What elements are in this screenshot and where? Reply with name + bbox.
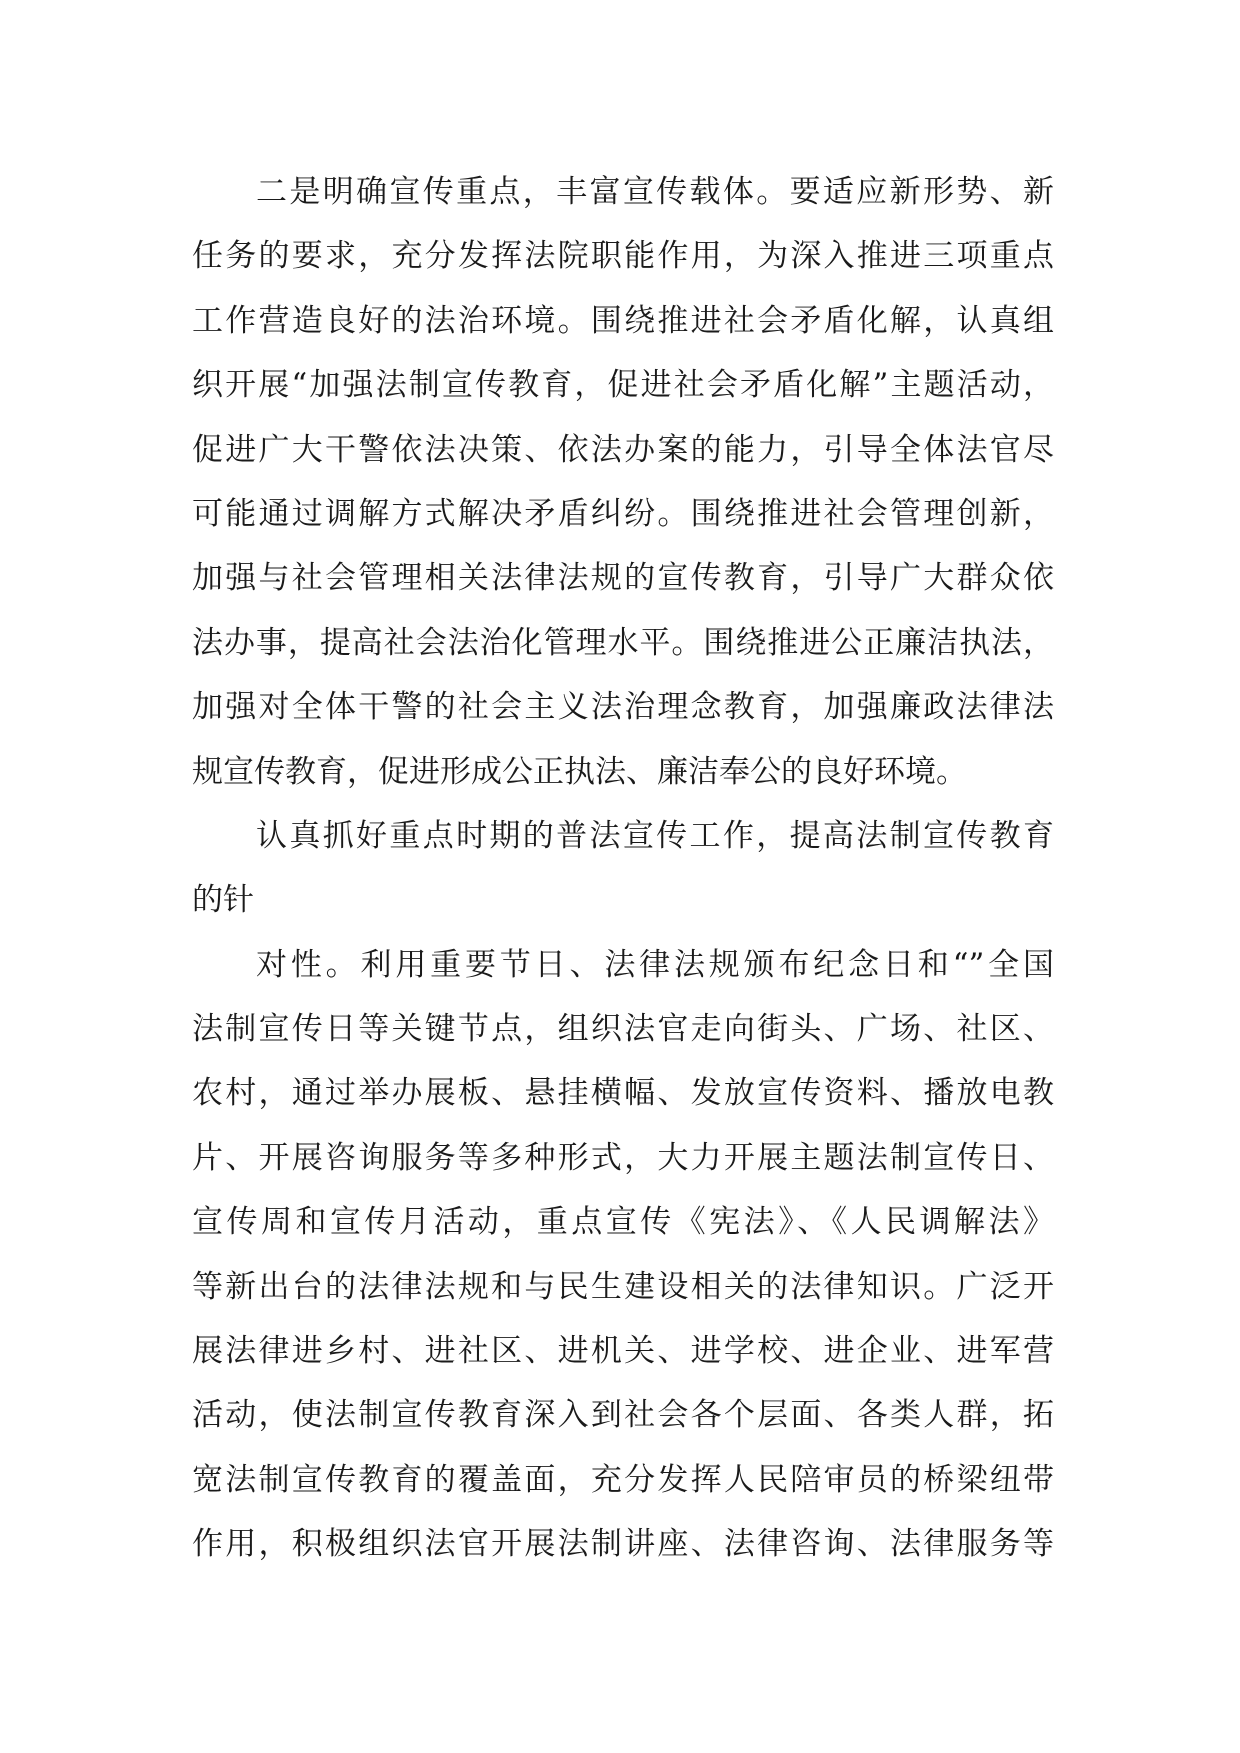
text-line: 等新出台的法律法规和与民生建设相关的法律知识。广泛开	[192, 1268, 1054, 1305]
text-line: 对性。利用重要节日、法律法规颁布纪念日和“”全国	[256, 946, 1054, 983]
text-line: 的针	[192, 882, 254, 919]
text-line: 规宣传教育，促进形成公正执法、廉洁奉公的良好环境。	[192, 753, 967, 790]
text-line: 认真抓好重点时期的普法宣传工作，提高法制宣传教育	[256, 817, 1054, 854]
text-line: 织开展“加强法制宣传教育，促进社会矛盾化解”主题活动，	[192, 367, 1054, 404]
text-line: 法办事，提高社会法治化管理水平。围绕推进公正廉洁执法，	[192, 624, 1054, 661]
document-body	[192, 160, 1054, 1577]
text-line: 片、开展咨询服务等多种形式，大力开展主题法制宣传日、	[192, 1139, 1054, 1176]
text-line: 工作营造良好的法治环境。围绕推进社会矛盾化解，认真组	[192, 302, 1054, 339]
text-line: 展法律进乡村、进社区、进机关、进学校、进企业、进军营	[192, 1333, 1054, 1370]
text-line: 任务的要求，充分发挥法院职能作用，为深入推进三项重点	[192, 238, 1054, 275]
text-line: 宽法制宣传教育的覆盖面，充分发挥人民陪审员的桥梁纽带	[192, 1461, 1054, 1498]
text-line: 可能通过调解方式解决矛盾纠纷。围绕推进社会管理创新，	[192, 495, 1054, 532]
text-line: 宣传周和宣传月活动，重点宣传《宪法》、《人民调解法》	[192, 1204, 1054, 1241]
text-line: 二是明确宣传重点，丰富宣传载体。要适应新形势、新	[256, 174, 1054, 210]
text-line: 加强对全体干警的社会主义法治理念教育，加强廉政法律法	[192, 689, 1054, 726]
text-line: 法制宣传日等关键节点，组织法官走向街头、广场、社区、	[192, 1011, 1054, 1048]
text-line: 加强与社会管理相关法律法规的宣传教育，引导广大群众依	[192, 560, 1054, 597]
text-line: 作用，积极组织法官开展法制讲座、法律咨询、法律服务等	[192, 1526, 1054, 1563]
text-line: 农村，通过举办展板、悬挂横幅、发放宣传资料、播放电教	[192, 1075, 1054, 1112]
text-line: 活动，使法制宣传教育深入到社会各个层面、各类人群，拓	[192, 1397, 1054, 1434]
text-line: 促进广大干警依法决策、依法办案的能力，引导全体法官尽	[192, 431, 1054, 468]
